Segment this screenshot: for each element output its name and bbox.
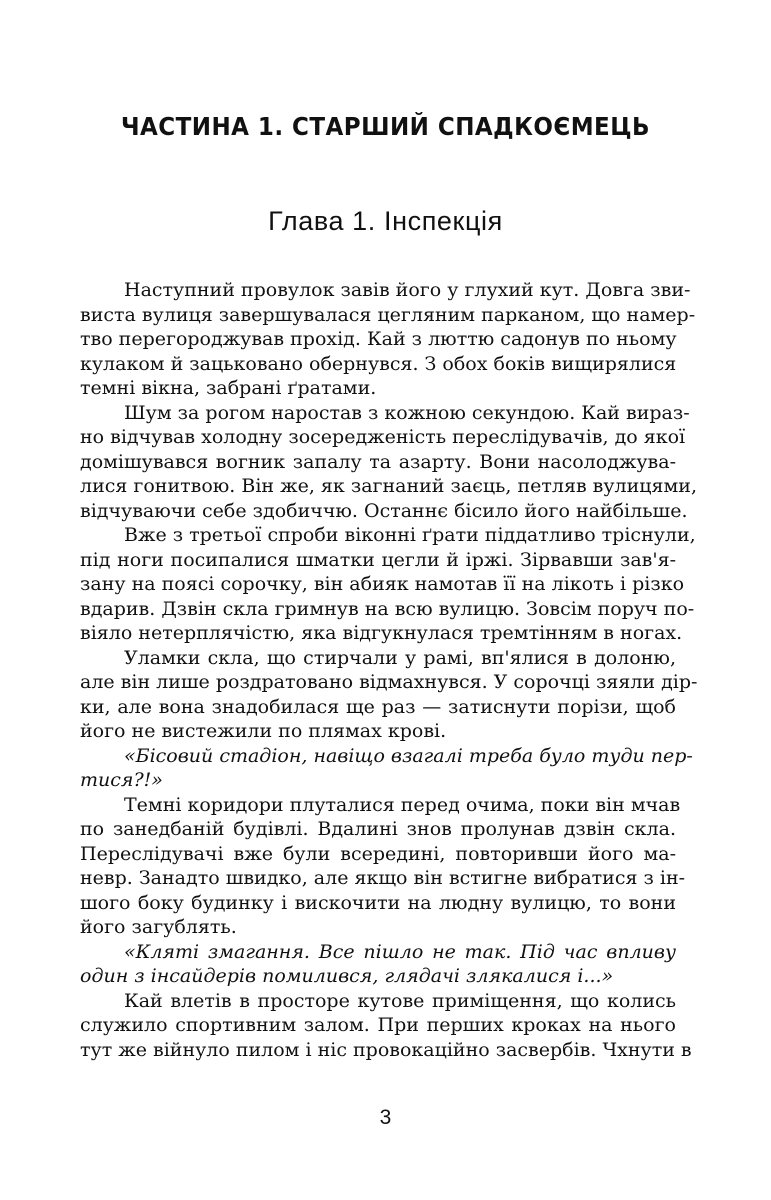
text-line: домішувався вогник запалу та азарту. Вони насолоджува- <box>80 450 676 473</box>
text-line: його не вистежили по плямах крові. <box>80 720 447 742</box>
chapter-title: Глава 1. Інспекція <box>268 206 503 236</box>
text-line: Шум за рогом наростав з кожною секундою. Кай вираз- <box>124 401 690 424</box>
text-line: по занедбаній будівлі. Вдалині знов пролунав дзвін скла. <box>80 818 676 840</box>
text-line: але він лише роздратовано відмахнувся. У сорочці зяяли дір- <box>80 671 698 693</box>
text-line: Кай влетів в просторе кутове приміщення, що колись <box>124 989 676 1012</box>
text-line: ки, але вона знадобилася ще раз — затиснути порізи, щоб <box>80 695 676 718</box>
part-title: ЧАСТИНА 1. СТАРШИЙ СПАДКОЄМЕЦЬ <box>120 112 651 141</box>
text-line: «Кляті змагання. Все пішло не так. Під час впливу <box>124 940 676 963</box>
text-line: шого боку будинку і вискочити на людну вулицю, то вони <box>80 891 676 914</box>
chapter-body <box>80 278 698 1062</box>
text-line: під ноги посипалися шматки цегли й іржі. Зірвавши зав'я- <box>80 548 676 571</box>
text-line: тися?!» <box>80 769 163 791</box>
text-line: Вже з третьої спроби віконні ґрати піддатливо тріснули, <box>124 524 696 546</box>
text-line: Переслідувачі вже були всередині, повторивши його ма- <box>80 842 676 865</box>
text-line: виста вулиця завершувалася цегляним парканом, що намер- <box>80 303 696 326</box>
text-line: Темні коридори плуталися перед очима, поки він мчав <box>124 793 681 816</box>
text-line: невр. Занадто швидко, але якщо він встигне вибратися з ін- <box>80 867 686 889</box>
text-line: віяло нетерплячістю, яка відгукнулася тремтінням в ногах. <box>80 622 683 644</box>
text-line: служило спортивним залом. При перших кроках на нього <box>80 1014 676 1036</box>
text-line: вдарив. Дзвін скла гримнув на всю вулицю. Зовсім поруч по- <box>80 597 695 620</box>
text-line: но відчував холодну зосередженість переслідувачів, до якої <box>80 426 686 448</box>
page-number: 3 <box>379 1106 392 1129</box>
text-line: відчуваючи себе здобиччю. Останнє бісило його найбільше. <box>80 499 688 522</box>
text-line: Наступний провулок завів його у глухий кут. Довга зви- <box>124 279 691 301</box>
text-line: тво перегороджував прохід. Кай з люттю садонув по ньому <box>80 328 677 350</box>
text-line: зану на поясі сорочку, він абияк намотав її на лікоть і різко <box>80 573 685 595</box>
text-line: лися гонитвою. Він же, як загнаний заєць, петляв вулицями, <box>80 475 697 497</box>
text-line: тут же війнуло пилом і ніс провокаційно засвербів. Чхнути в <box>80 1038 692 1061</box>
text-line: «Бісовий стадіон, навіщо взагалі треба було туди пер- <box>124 744 693 767</box>
text-line: кулаком й зацьковано обернувся. З обох боків вищирялися <box>80 352 677 375</box>
text-line: його загублять. <box>80 916 237 938</box>
text-line: один з інсайдерів помилився, глядачі злякалися і...» <box>80 965 614 987</box>
text-line: Уламки скла, що стирчали у рамі, вп'ялися в долоню, <box>124 646 676 669</box>
text-line: темні вікна, забрані ґратами. <box>80 377 377 399</box>
